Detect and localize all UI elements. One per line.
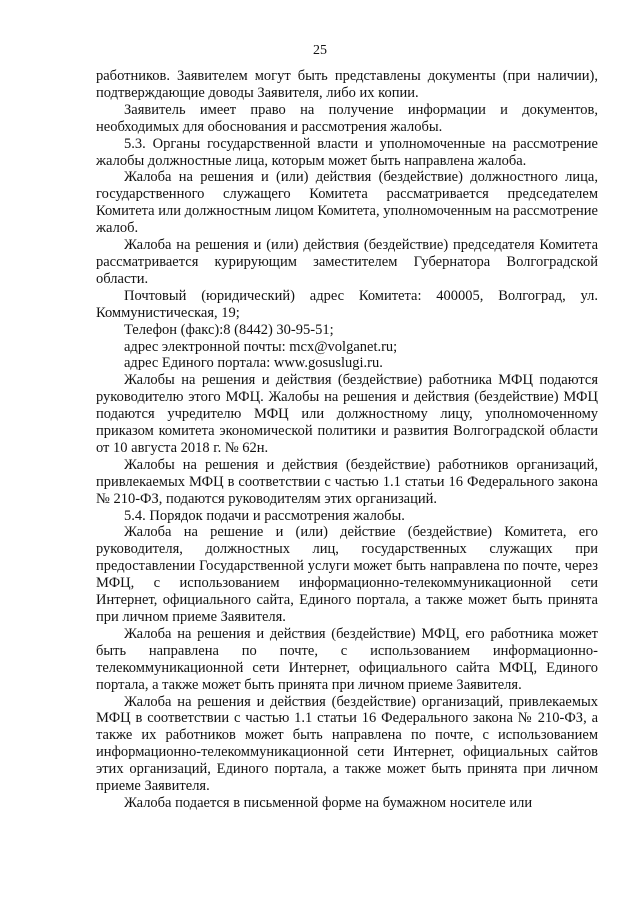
paragraph-email: адрес электронной почты: mcx@volganet.ru; (124, 338, 398, 355)
section-5-4-heading: 5.4. Порядок подачи и рассмотрения жалобы. (124, 507, 405, 524)
section-5-3-heading: 5.3. Органы государственной власти и уполномоченные на рассмотрение жалобы должностные лица, которым может быть направлена жалоба. (96, 135, 598, 169)
paragraph-continuation: работников. Заявителем могут быть представлены документы (при наличии), подтверждающие доводы Заявителя, либо их копии. (96, 68, 598, 101)
paragraph-organizations-complaints: Жалобы на решения и действия (бездействие) работников организаций, привлекаемых МФЦ в соответствии с частью 1.1 статьи 16 Федерального закона № 210-ФЗ, подаются руководителям этих организаций. (96, 456, 598, 507)
paragraph-committee-complaint-submission: Жалоба на решение и (или) действие (бездействие) Комитета, его руководителя, должностных лиц, государственных служащих при предоставлении Государственной услуги может быть направлена по почте, через МФЦ, с использованием информационно-телекоммуникационной сети Интернет, официального сайта, Единого портала, а также может быть принята при личном приеме Заявителя. (96, 524, 598, 625)
paragraph-phone: Телефон (факс):8 (8442) 30-95-51; (124, 321, 334, 338)
paragraph-chairman-complaint: Жалоба на решения и (или) действия (бездействие) председателя Комитета рассматривается курирующим заместителем Губернатора Волгоградской области. (96, 237, 598, 287)
paragraph-applicant-rights: Заявитель имеет право на получение информации и документов, необходимых для обоснования и рассмотрения жалобы. (96, 101, 598, 135)
paragraph-postal-address: Почтовый (юридический) адрес Комитета: 400005, Волгоград, ул. Коммунистическая, 19; (96, 287, 598, 321)
paragraph-organizations-complaint-submission: Жалоба на решения и действия (бездействие) организаций, привлекаемых МФЦ в соответствии с частью 1.1 статьи 16 Федерального закона № 210-ФЗ, а также их работников может быть направлена по почте, с использованием информационно-телекоммуникационной сети Интернет, официальных сайтов этих организаций, Единого портала, а также может быть принята при личном приеме Заявителя. (96, 693, 598, 795)
paragraph-official-complaint: Жалоба на решения и (или) действия (бездействие) должностного лица, государственного служащего Комитета рассматривается председателем Комитета или должностным лицом Комитета, уполномоченным на рассмотрение жалоб. (96, 169, 598, 237)
paragraph-mfc-complaint-submission: Жалоба на решения и действия (бездействие) МФЦ, его работника может быть направлена по почте, с использованием информационно-телекоммуникационной сети Интернет, официального сайта МФЦ, Единого портала, а также может быть принята при личном приеме Заявителя. (96, 625, 598, 693)
paragraph-mfc-complaints: Жалобы на решения и действия (бездействие) работника МФЦ подаются руководителю этого МФЦ. Жалобы на решения и действия (бездействие) МФЦ подаются учредителю МФЦ или должностному лицу, уполномоченному приказом комитета экономической политики и развития Волгоградской области от 10 августа 2018 г. № 62н. (96, 372, 598, 456)
page-number: 25 (313, 43, 327, 58)
paragraph-written-form: Жалоба подается в письменной форме на бумажном носителе или (124, 794, 533, 811)
paragraph-portal: адрес Единого портала: www.gosuslugi.ru. (124, 355, 383, 372)
document-body (96, 68, 598, 812)
